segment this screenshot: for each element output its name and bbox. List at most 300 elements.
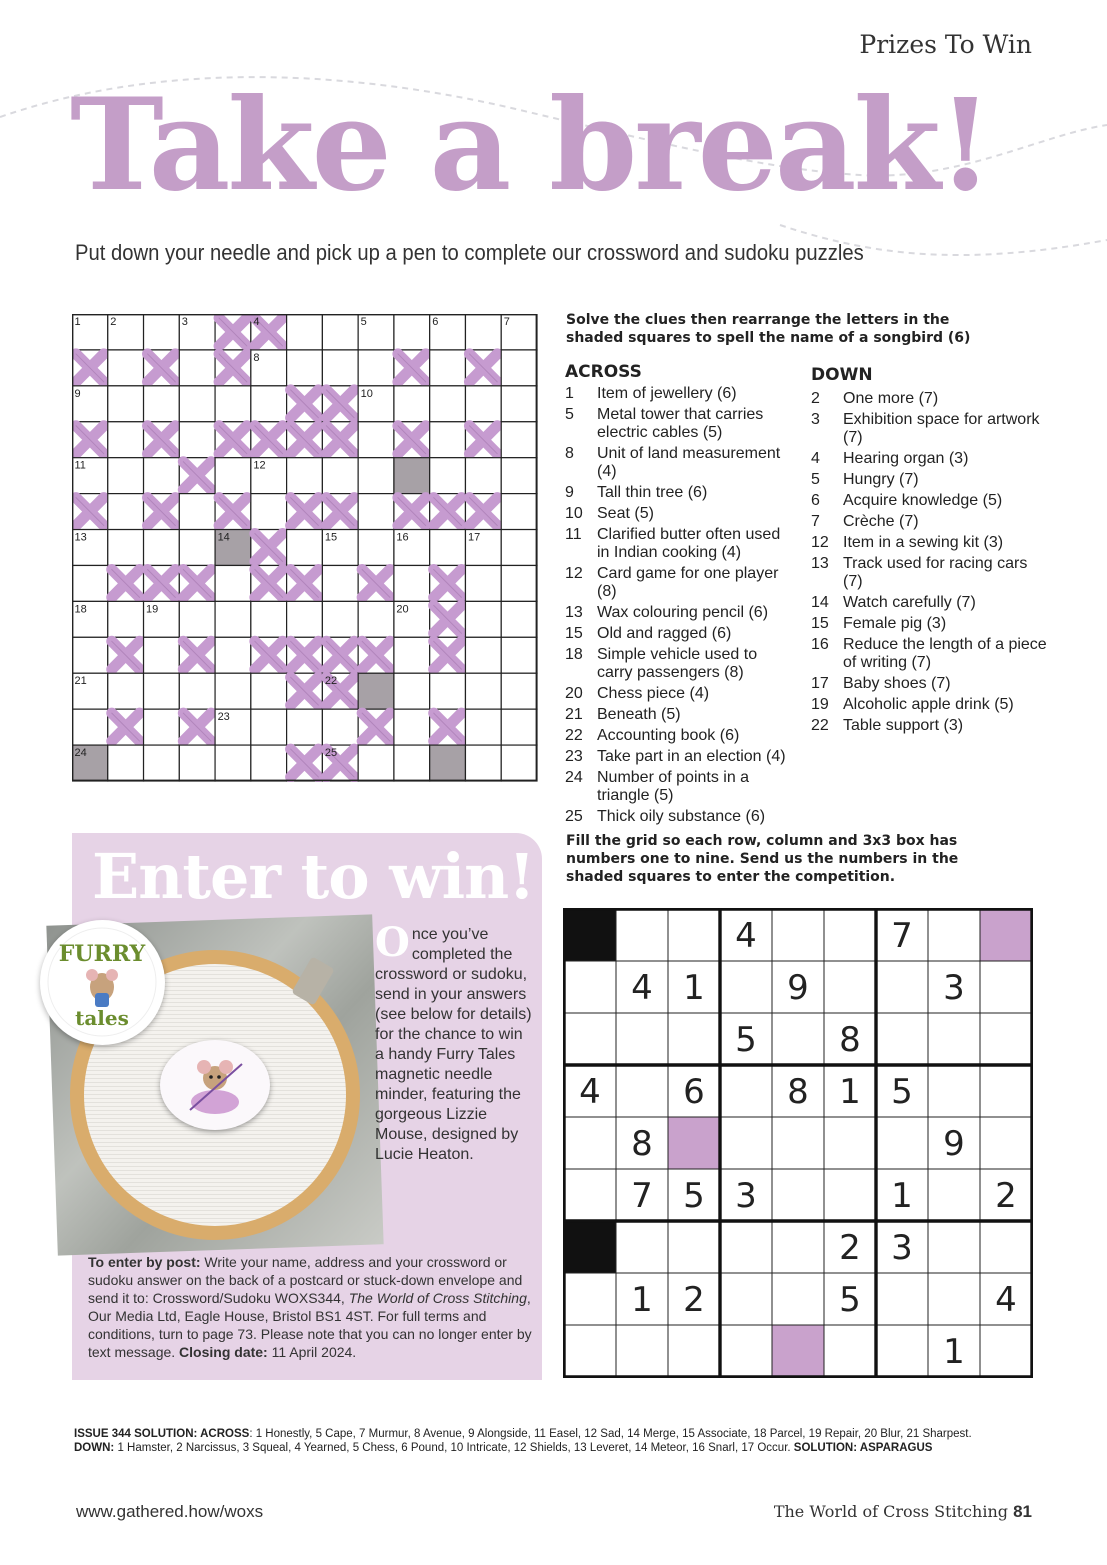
across-list <box>565 385 797 826</box>
clue-text: One more (7) <box>843 390 939 407</box>
crossword-cell[interactable] <box>430 350 466 386</box>
sudoku-given-digit: 5 <box>735 1020 757 1060</box>
sudoku-cell[interactable] <box>616 1325 668 1377</box>
crossword-clue-number: 24 <box>74 747 87 760</box>
sudoku-given-digit: 1 <box>683 968 705 1008</box>
post-text: Write your name, address and your crossword or sudoku answer on the back of a postcard or stuck-down envelope and send it to: Crossword/Sudoku WOXS344, <box>88 1254 523 1306</box>
crossword-clue-number: 9 <box>74 387 81 400</box>
sudoku-cell[interactable] <box>928 909 980 961</box>
crossword-cell[interactable] <box>430 386 466 422</box>
sudoku-instruction: Fill the grid so each row, column and 3x3 box has numbers one to nine. Send us the numbers in the shaded squares to enter the competition. <box>566 833 959 885</box>
crossword-block <box>430 709 466 745</box>
crossword-block <box>287 386 323 422</box>
crossword-cell[interactable] <box>358 422 394 458</box>
crossword-block <box>108 565 144 601</box>
sudoku-cell[interactable] <box>668 909 720 961</box>
competition-description <box>375 919 535 1165</box>
crossword-clue-number: 25 <box>324 747 338 760</box>
sudoku-cell[interactable] <box>772 1273 824 1325</box>
crossword-block <box>322 494 358 530</box>
crossword-cell[interactable] <box>251 601 287 637</box>
sudoku-grid <box>563 908 1033 1378</box>
crossword-cell[interactable] <box>322 709 358 745</box>
crossword-cell[interactable] <box>179 601 215 637</box>
crossword-cell[interactable] <box>287 601 323 637</box>
sudoku-given-digit: 7 <box>631 1176 653 1216</box>
crossword-cell[interactable] <box>108 745 144 781</box>
clue-number: 7 <box>811 513 820 530</box>
crossword-block <box>430 565 466 601</box>
crossword-clue-number: 10 <box>360 387 373 400</box>
sudoku-cell[interactable] <box>980 1013 1032 1065</box>
sudoku-cell[interactable] <box>720 1273 772 1325</box>
crossword-cell[interactable] <box>394 314 430 350</box>
clue-text: Baby shoes (7) <box>843 675 951 692</box>
sudoku-cell[interactable] <box>564 1169 616 1221</box>
crossword-cell[interactable] <box>215 745 251 781</box>
crossword-cell[interactable] <box>215 673 251 709</box>
crossword-block <box>465 350 501 386</box>
sudoku-cell[interactable] <box>616 909 668 961</box>
clue-text: Item of jewellery (6) <box>597 385 737 402</box>
crossword-instruction: Solve the clues then rearrange the letters in the shaded squares to spell the name of a songbird (6) <box>566 312 971 346</box>
sudoku-cell[interactable] <box>876 961 928 1013</box>
crossword-block <box>287 637 323 673</box>
sudoku-cell[interactable] <box>772 1013 824 1065</box>
clue-number: 22 <box>565 727 583 744</box>
crossword-block <box>251 530 287 566</box>
clue-number: 6 <box>811 492 820 509</box>
crossword-clue-number: 3 <box>181 316 188 328</box>
across-clue <box>565 505 797 523</box>
sudoku-given-digit: 1 <box>891 1176 913 1216</box>
clue-number: 1 <box>565 385 574 402</box>
clue-number: 15 <box>811 615 829 632</box>
clue-number: 5 <box>811 471 820 488</box>
crossword-block <box>179 458 215 494</box>
across-clue <box>565 706 797 724</box>
across-clue <box>565 748 797 766</box>
clue-text: Acquire knowledge (5) <box>843 492 1003 509</box>
sudoku-cell[interactable] <box>720 961 772 1013</box>
down-clue <box>811 675 1051 693</box>
clue-text: Track used for racing cars (7) <box>843 555 1028 590</box>
crossword-shaded-cell[interactable] <box>358 673 394 709</box>
crossword-cell[interactable] <box>465 637 501 673</box>
across-clue <box>565 484 797 502</box>
clue-number: 15 <box>565 625 583 642</box>
clue-text: Metal tower that carries electric cables (5) <box>597 406 764 441</box>
sudoku-cell[interactable] <box>876 1013 928 1065</box>
crossword-block <box>322 386 358 422</box>
clue-number: 4 <box>811 450 820 467</box>
sudoku-shaded-cell[interactable] <box>980 909 1032 961</box>
sudoku-cell[interactable] <box>824 1169 876 1221</box>
crossword-cell[interactable] <box>394 709 430 745</box>
clue-text: Tall thin tree (6) <box>597 484 708 501</box>
sudoku-cell[interactable] <box>564 1117 616 1169</box>
clue-text: Watch carefully (7) <box>843 594 976 611</box>
crossword-cell[interactable] <box>144 745 180 781</box>
sudoku-cell[interactable] <box>928 1273 980 1325</box>
crossword-cell[interactable] <box>358 350 394 386</box>
crossword-cell[interactable] <box>287 350 323 386</box>
down-clue <box>811 615 1051 633</box>
strapline: Put down your needle and pick up a pen to complete our crossword and sudoku puzzles <box>75 240 864 265</box>
crossword-block <box>215 350 251 386</box>
crossword-block <box>108 637 144 673</box>
crossword-cell[interactable] <box>108 530 144 566</box>
sudoku-given-digit: 5 <box>839 1280 861 1320</box>
clue-number: 18 <box>565 646 583 663</box>
down-heading: DOWN <box>811 365 873 385</box>
down-clue <box>811 534 1051 552</box>
sudoku-cell[interactable] <box>772 1117 824 1169</box>
crossword-cell[interactable] <box>72 565 108 601</box>
sudoku-cell[interactable] <box>616 1221 668 1273</box>
crossword-cell[interactable] <box>144 673 180 709</box>
crossword-clue-number: 4 <box>253 316 260 328</box>
closing-date: 11 April 2024. <box>267 1344 357 1360</box>
crossword-cell[interactable] <box>144 530 180 566</box>
sudoku-black-cell <box>564 1221 616 1273</box>
crossword-cell[interactable] <box>501 673 537 709</box>
crossword-block <box>287 745 323 781</box>
crossword-cell[interactable] <box>251 673 287 709</box>
crossword-cell[interactable] <box>501 458 537 494</box>
sudoku-cell[interactable] <box>564 1013 616 1065</box>
sudoku-cell[interactable] <box>928 1065 980 1117</box>
clue-text: Simple vehicle used to carry passengers (8) <box>597 646 758 681</box>
crossword-block <box>72 422 108 458</box>
crossword-block <box>108 709 144 745</box>
crossword-cell[interactable] <box>322 601 358 637</box>
needle-minder-image <box>160 1040 270 1130</box>
crossword-cell[interactable] <box>358 494 394 530</box>
crossword-cell[interactable] <box>72 637 108 673</box>
sudoku-cell[interactable] <box>564 961 616 1013</box>
sudoku-given-digit: 1 <box>943 1332 965 1372</box>
crossword-cell[interactable] <box>251 709 287 745</box>
sudoku-cell[interactable] <box>928 1221 980 1273</box>
across-clues <box>565 362 797 829</box>
sudoku-cell[interactable] <box>616 1013 668 1065</box>
sudoku-cell[interactable] <box>668 1221 720 1273</box>
across-clue <box>565 565 797 601</box>
down-clue <box>811 450 1051 468</box>
mouse-icon <box>180 1050 250 1120</box>
clue-text: Beneath (5) <box>597 706 681 723</box>
crossword-cell[interactable] <box>465 709 501 745</box>
crossword-cell[interactable] <box>465 314 501 350</box>
clue-text: Card game for one player (8) <box>597 565 779 600</box>
across-clue <box>565 727 797 745</box>
crossword-cell[interactable] <box>501 422 537 458</box>
sudoku-given-digit: 1 <box>839 1072 861 1112</box>
sudoku-cell[interactable] <box>876 1273 928 1325</box>
furry-tales-logo-icon <box>45 925 160 1040</box>
sudoku-cell[interactable] <box>980 961 1032 1013</box>
crossword-cell[interactable] <box>251 386 287 422</box>
crossword-cell[interactable] <box>465 601 501 637</box>
crossword-shaded-cell[interactable] <box>430 745 466 781</box>
across-heading: ACROSS <box>565 362 642 382</box>
crossword-cell[interactable] <box>144 314 180 350</box>
crossword-block <box>215 314 251 350</box>
clue-number: 24 <box>565 769 583 786</box>
crossword-block <box>287 673 323 709</box>
crossword-clue-number: 2 <box>110 316 117 328</box>
crossword-cell[interactable] <box>430 422 466 458</box>
crossword-clue-number: 6 <box>432 316 439 328</box>
crossword-shaded-cell[interactable] <box>394 458 430 494</box>
drop-cap: O <box>375 919 410 966</box>
crossword-cell[interactable] <box>215 637 251 673</box>
crossword-cell[interactable] <box>358 745 394 781</box>
crossword-cell[interactable] <box>465 386 501 422</box>
crossword-cell[interactable] <box>501 530 537 566</box>
crossword-cell[interactable] <box>501 565 537 601</box>
sudoku-cell[interactable] <box>720 1325 772 1377</box>
sudoku-given-digit: 3 <box>943 968 965 1008</box>
sudoku-cell[interactable] <box>720 1065 772 1117</box>
clue-number: 22 <box>811 717 829 734</box>
crossword-cell[interactable] <box>501 386 537 422</box>
crossword-cell[interactable] <box>179 350 215 386</box>
crossword-cell[interactable] <box>144 709 180 745</box>
crossword-cell[interactable] <box>108 422 144 458</box>
crossword-block <box>287 422 323 458</box>
crossword-block <box>144 494 180 530</box>
crossword-cell[interactable] <box>501 350 537 386</box>
crossword-block <box>251 565 287 601</box>
sudoku-given-digit: 4 <box>631 968 653 1008</box>
page-title: Take a break! <box>70 71 991 219</box>
crossword-cell[interactable] <box>287 709 323 745</box>
clue-number: 10 <box>565 505 583 522</box>
crossword-clue-number: 20 <box>396 603 409 616</box>
sudoku-cell[interactable] <box>824 1117 876 1169</box>
sudoku-given-digit: 2 <box>683 1280 705 1320</box>
clue-text: Accounting book (6) <box>597 727 740 744</box>
crossword-cell[interactable] <box>465 745 501 781</box>
clue-number: 19 <box>811 696 829 713</box>
clue-text: Alcoholic apple drink (5) <box>843 696 1014 713</box>
sudoku-cell[interactable] <box>616 1065 668 1117</box>
crossword-cell[interactable] <box>215 601 251 637</box>
sudoku-cell[interactable] <box>564 1325 616 1377</box>
sudoku-given-digit: 8 <box>631 1124 653 1164</box>
crossword-cell[interactable] <box>251 494 287 530</box>
crossword-cell[interactable] <box>179 673 215 709</box>
section-label: Prizes To Win <box>859 30 1032 59</box>
sudoku-given-digit: 4 <box>579 1072 601 1112</box>
sudoku-cell[interactable] <box>668 1013 720 1065</box>
crossword-block <box>144 565 180 601</box>
clue-text: Hearing organ (3) <box>843 450 969 467</box>
clue-text: Wax colouring pencil (6) <box>597 604 769 621</box>
sudoku-given-digit: 5 <box>891 1072 913 1112</box>
furry-tales-logo <box>40 920 165 1045</box>
sudoku-cell[interactable] <box>824 961 876 1013</box>
footer-magazine <box>774 1502 1032 1522</box>
crossword-block <box>322 637 358 673</box>
sudoku-given-digit: 3 <box>735 1176 757 1216</box>
crossword-cell[interactable] <box>144 458 180 494</box>
clue-number: 25 <box>565 808 583 825</box>
crossword-cell[interactable] <box>215 458 251 494</box>
crossword-cell[interactable] <box>108 386 144 422</box>
crossword-cell[interactable] <box>179 745 215 781</box>
crossword-cell[interactable] <box>394 745 430 781</box>
crossword-cell[interactable] <box>108 601 144 637</box>
sudoku-cell[interactable] <box>772 909 824 961</box>
crossword-cell[interactable] <box>358 601 394 637</box>
sudoku-cell[interactable] <box>980 1065 1032 1117</box>
crossword-block <box>465 422 501 458</box>
sudoku-cell[interactable] <box>928 1013 980 1065</box>
crossword-cell[interactable] <box>430 458 466 494</box>
sudoku-given-digit: 9 <box>943 1124 965 1164</box>
down-clue <box>811 390 1051 408</box>
crossword-cell[interactable] <box>394 673 430 709</box>
page-number: 81 <box>1013 1502 1032 1521</box>
sudoku-cell[interactable] <box>876 1325 928 1377</box>
sudoku-cell[interactable] <box>564 1273 616 1325</box>
crossword-block <box>144 350 180 386</box>
solution-across-label: ISSUE 344 SOLUTION: ACROSS <box>74 1428 250 1440</box>
across-clue <box>565 406 797 442</box>
crossword-block <box>72 494 108 530</box>
clue-number: 16 <box>811 636 829 653</box>
clue-text: Seat (5) <box>597 505 654 522</box>
crossword-cell[interactable] <box>287 458 323 494</box>
clue-text: Exhibition space for artwork (7) <box>843 411 1040 446</box>
competition-body: nce you’ve completed the crossword or sudoku, send in your answers (see below for details) for the chance to win a handy Furry Tales magnetic needle minder, featuring the gorgeous Lizzie Mouse, designed by Lucie Heaton. <box>375 926 532 1163</box>
crossword-block <box>179 565 215 601</box>
sudoku-cell[interactable] <box>772 1221 824 1273</box>
crossword-clue-number: 23 <box>217 711 230 724</box>
crossword-block <box>358 709 394 745</box>
crossword-cell[interactable] <box>501 494 537 530</box>
post-magazine-name: The World of Cross Stitching <box>348 1290 527 1306</box>
clue-text: Item in a sewing kit (3) <box>843 534 1004 551</box>
crossword-cell[interactable] <box>394 386 430 422</box>
sudoku-cell[interactable] <box>720 1221 772 1273</box>
sudoku-cell[interactable] <box>876 1117 928 1169</box>
crossword-clue-number: 16 <box>396 531 409 544</box>
footer-url[interactable]: www.gathered.how/woxs <box>76 1502 264 1521</box>
crossword-cell[interactable] <box>394 637 430 673</box>
crossword-cell[interactable] <box>430 530 466 566</box>
crossword-cell[interactable] <box>179 422 215 458</box>
sudoku-cell[interactable] <box>668 1325 720 1377</box>
entry-instructions <box>88 1253 533 1361</box>
sudoku-cell[interactable] <box>980 1221 1032 1273</box>
crossword-cell[interactable] <box>215 565 251 601</box>
crossword-block <box>251 637 287 673</box>
clue-number: 14 <box>811 594 829 611</box>
crossword-cell[interactable] <box>144 637 180 673</box>
crossword-clue-number: 14 <box>217 531 230 544</box>
crossword-clue-number: 18 <box>74 603 87 616</box>
crossword-cell[interactable] <box>108 350 144 386</box>
crossword-cell[interactable] <box>430 673 466 709</box>
down-clue <box>811 717 1051 735</box>
down-clue <box>811 555 1051 591</box>
crossword-cell[interactable] <box>322 458 358 494</box>
crossword-cell[interactable] <box>251 745 287 781</box>
crossword-clue-number: 5 <box>360 316 367 328</box>
crossword-cell[interactable] <box>322 350 358 386</box>
clue-number: 5 <box>565 406 574 423</box>
crossword-cell[interactable] <box>394 565 430 601</box>
clue-text: Unit of land measurement (4) <box>597 445 781 480</box>
crossword-clue-number: 1 <box>74 316 81 328</box>
crossword-cell[interactable] <box>179 494 215 530</box>
closing-date-label: Closing date: <box>179 1344 268 1360</box>
sudoku-given-digit: 3 <box>891 1228 913 1268</box>
crossword-cell[interactable] <box>465 673 501 709</box>
crossword-cell[interactable] <box>72 709 108 745</box>
across-clue <box>565 526 797 562</box>
sudoku-cell[interactable] <box>824 909 876 961</box>
post-label: To enter by post: <box>88 1254 201 1270</box>
crossword-clue-number: 8 <box>253 351 260 364</box>
sudoku-given-digit: 4 <box>735 916 757 956</box>
sudoku-given-digit: 8 <box>787 1072 809 1112</box>
sudoku-cell[interactable] <box>980 1325 1032 1377</box>
sudoku-shaded-cell[interactable] <box>772 1325 824 1377</box>
crossword-cell[interactable] <box>108 458 144 494</box>
crossword-block <box>179 709 215 745</box>
crossword-block <box>322 422 358 458</box>
crossword-cell[interactable] <box>108 494 144 530</box>
crossword-cell[interactable] <box>179 386 215 422</box>
crossword-cell[interactable] <box>108 673 144 709</box>
sudoku-cell[interactable] <box>928 1169 980 1221</box>
crossword-cell[interactable] <box>358 458 394 494</box>
crossword-cell[interactable] <box>144 386 180 422</box>
crossword-cell[interactable] <box>501 745 537 781</box>
sudoku-cell[interactable] <box>772 1169 824 1221</box>
crossword-block <box>394 422 430 458</box>
crossword-cell[interactable] <box>358 530 394 566</box>
sudoku-cell[interactable] <box>824 1325 876 1377</box>
crossword-cell[interactable] <box>501 601 537 637</box>
crossword-cell[interactable] <box>322 314 358 350</box>
across-clue <box>565 445 797 481</box>
clue-number: 13 <box>811 555 829 572</box>
crossword-block <box>430 494 466 530</box>
crossword-cell[interactable] <box>287 314 323 350</box>
crossword-cell[interactable] <box>465 565 501 601</box>
crossword-cell[interactable] <box>215 386 251 422</box>
crossword-cell[interactable] <box>501 637 537 673</box>
clue-number: 8 <box>565 445 574 462</box>
crossword-cell[interactable] <box>322 565 358 601</box>
sudoku-cell[interactable] <box>720 1117 772 1169</box>
crossword-cell[interactable] <box>465 458 501 494</box>
crossword-block <box>72 350 108 386</box>
footer-magazine-name: The World of Cross Stitching <box>773 1502 1008 1521</box>
sudoku-black-cell <box>564 909 616 961</box>
crossword-cell[interactable] <box>501 709 537 745</box>
sudoku-cell[interactable] <box>980 1117 1032 1169</box>
crossword-cell[interactable] <box>287 530 323 566</box>
crossword-cell[interactable] <box>179 530 215 566</box>
sudoku-shaded-cell[interactable] <box>668 1117 720 1169</box>
